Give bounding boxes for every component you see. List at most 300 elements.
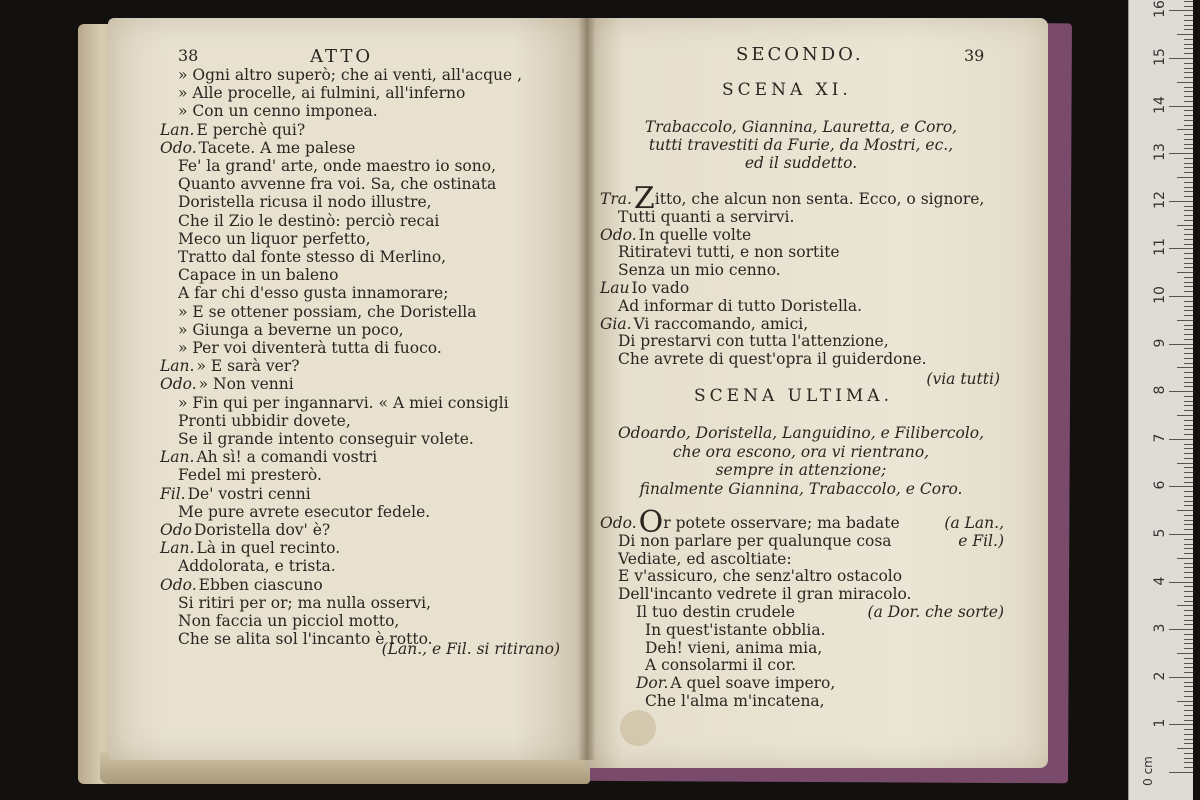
verse-line — [178, 230, 371, 248]
verse-line — [160, 448, 377, 466]
verse-text: In quelle volte — [638, 225, 752, 244]
ruler-tick — [1184, 68, 1193, 69]
ruler-tick — [1169, 534, 1193, 535]
verse-text: r potete osservare; ma badate — [663, 514, 900, 532]
verse-line — [178, 248, 446, 266]
verse-line — [600, 226, 751, 244]
ruler-tick — [1177, 415, 1193, 416]
speaker-label: Odo. — [160, 575, 197, 594]
ruler-tick — [1177, 82, 1193, 83]
ruler-tick — [1184, 539, 1193, 540]
ruler-tick — [1184, 429, 1193, 430]
paper-stain — [620, 710, 656, 746]
verse-line — [178, 321, 404, 339]
ruler-tick — [1169, 248, 1193, 249]
ruler-tick — [1184, 501, 1193, 502]
verse-line — [160, 121, 305, 139]
ruler-tick — [1169, 10, 1193, 11]
ruler-number: 9 — [1152, 338, 1168, 348]
ruler-tick — [1169, 391, 1193, 392]
verse-line — [618, 350, 927, 368]
ruler-tick — [1184, 610, 1193, 611]
verse-text: » E sarà ver? — [196, 357, 300, 376]
verse-line — [618, 585, 911, 603]
drop-cap: O — [638, 505, 664, 540]
right-running-header: SECONDO. — [736, 44, 864, 65]
ruler-tick — [1177, 748, 1193, 749]
ruler-tick — [1184, 39, 1193, 40]
ruler-tick — [1184, 29, 1193, 30]
ruler-tick — [1184, 586, 1193, 587]
verse-text: » Per voi diventerà tutta di fuoco. — [178, 339, 442, 357]
ruler-tick — [1177, 320, 1193, 321]
ruler-tick — [1184, 25, 1193, 26]
ruler-tick — [1184, 163, 1193, 164]
verse-text: A quel soave impero, — [670, 674, 836, 693]
verse-text: Doristella ricusa il nodo illustre, — [178, 193, 432, 212]
ruler-tick — [1184, 643, 1193, 644]
ruler-tick — [1184, 277, 1193, 278]
ruler-tick — [1184, 77, 1193, 78]
ruler-tick — [1184, 515, 1193, 516]
ruler-tick — [1184, 244, 1193, 245]
verse-line — [178, 503, 430, 521]
scene-ultima-title: SCENA ULTIMA. — [694, 386, 893, 406]
ruler-tick — [1184, 396, 1193, 397]
ruler-tick — [1184, 353, 1193, 354]
ruler-number: 16 — [1152, 0, 1168, 19]
ruler-tick — [1184, 334, 1193, 335]
ruler-tick — [1184, 158, 1193, 159]
ruler-tick — [1184, 348, 1193, 349]
ruler-tick — [1169, 677, 1193, 678]
ruler-tick — [1177, 463, 1193, 464]
ruler-tick — [1184, 567, 1193, 568]
verse-text: Non faccia un picciol motto, — [178, 612, 400, 630]
scene-11-title: SCENA XI. — [722, 80, 852, 100]
ruler-tick — [1184, 624, 1193, 625]
ruler-tick — [1184, 715, 1193, 716]
ruler-tick — [1184, 125, 1193, 126]
ruler-tick — [1184, 72, 1193, 73]
ruler-tick — [1177, 367, 1193, 368]
ruler-tick — [1184, 358, 1193, 359]
ruler-tick — [1184, 44, 1193, 45]
verse-line — [160, 485, 311, 503]
ruler-tick — [1184, 310, 1193, 311]
ruler-tick — [1184, 691, 1193, 692]
verse-line — [600, 279, 689, 297]
ruler-tick — [1184, 767, 1193, 768]
ruler-tick — [1177, 177, 1193, 178]
verse-line — [178, 84, 465, 102]
verse-line — [178, 193, 432, 211]
verse-line — [178, 594, 431, 612]
ruler-tick — [1184, 234, 1193, 235]
speaker-label: Lan. — [160, 539, 195, 558]
cast-line: Trabaccolo, Giannina, Lauretta, e Coro, — [644, 118, 958, 136]
ruler-tick — [1184, 648, 1193, 649]
ruler-tick — [1184, 144, 1193, 145]
verse-line — [618, 243, 840, 261]
ruler-tick — [1184, 758, 1193, 759]
ruler-tick — [1184, 524, 1193, 525]
ruler-number: 14 — [1152, 95, 1168, 114]
ruler-tick — [1184, 110, 1193, 111]
ruler-tick — [1184, 306, 1193, 307]
verse-text: Tacete. A me palese — [198, 138, 356, 157]
speaker-label: Lan. — [160, 120, 195, 139]
verse-text: » Giunga a beverne un poco, — [178, 320, 404, 339]
verse-text: » Ogni altro superò; che ai venti, all'acque , — [178, 66, 523, 84]
cast-line: finalmente Giannina, Trabaccolo, e Coro. — [639, 479, 963, 498]
ruler-tick — [1169, 629, 1193, 630]
ruler-number: 10 — [1152, 286, 1168, 304]
ruler-tick — [1184, 191, 1193, 192]
ruler-tick — [1184, 720, 1193, 721]
cast-line: che ora escono, ora vi rientrano, — [672, 442, 930, 461]
verse-text: Che l'alma m'incatena, — [645, 692, 825, 710]
verse-line — [600, 505, 900, 540]
ruler-tick — [1184, 705, 1193, 706]
ruler-tick — [1184, 267, 1193, 268]
verse-text: Di prestarvi con tutta l'attenzione, — [618, 332, 889, 351]
verse-line — [160, 521, 330, 539]
verse-text: Di non parlare per qualunque cosa — [618, 531, 892, 550]
verse-line — [178, 175, 496, 193]
ruler-number: 5 — [1152, 528, 1168, 538]
ruler-tick — [1184, 658, 1193, 659]
speaker-label: Odo. — [600, 225, 637, 244]
left-running-header: ATTO — [310, 46, 374, 67]
ruler-tick — [1184, 139, 1193, 140]
ruler-tick — [1184, 682, 1193, 683]
ruler-tick — [1169, 58, 1193, 59]
ruler-tick — [1184, 229, 1193, 230]
ruler-tick — [1184, 239, 1193, 240]
verse-text: Senza un mio cenno. — [618, 261, 781, 280]
verse-text: itto, che alcun non senta. Ecco, o signore, — [654, 190, 985, 208]
drop-cap: Z — [633, 181, 655, 216]
verse-line — [160, 357, 300, 375]
ruler-tick — [1184, 482, 1193, 483]
speaker-label: Tra. — [600, 190, 632, 208]
speaker-label: Lau — [600, 279, 630, 297]
verse-text: Me pure avrete esecutor fedele. — [178, 502, 431, 521]
verse-text: A consolarmi il cor. — [645, 656, 797, 675]
ruler-tick — [1184, 667, 1193, 668]
measuring-ruler — [1128, 0, 1193, 800]
verse-text: Ritiratevi tutti, e non sortite — [618, 243, 840, 262]
ruler-tick — [1184, 196, 1193, 197]
verse-text: Se il grande intento conseguir volete. — [178, 430, 474, 448]
ruler-tick — [1184, 215, 1193, 216]
ruler-tick — [1184, 696, 1193, 697]
verse-text: Fedel mi presterò. — [178, 466, 322, 485]
ruler-tick — [1169, 486, 1193, 487]
ruler-tick — [1184, 382, 1193, 383]
aside-direction: e Fil.) — [958, 531, 1004, 550]
verse-text: Fe' la grand' arte, onde maestro io sono, — [178, 157, 497, 175]
ruler-tick — [1177, 605, 1193, 606]
verse-line — [618, 532, 892, 550]
verse-text: » E se ottener possiam, che Doristella — [178, 302, 477, 321]
ruler-number: 1 — [1152, 718, 1168, 728]
ruler-tick — [1169, 201, 1193, 202]
ruler-tick — [1184, 505, 1193, 506]
ruler-tick — [1184, 87, 1193, 88]
ruler-number: 4 — [1152, 576, 1168, 586]
ruler-tick — [1184, 15, 1193, 16]
aside-direction: (a Dor. che sorte) — [867, 603, 1004, 621]
ruler-tick — [1184, 453, 1193, 454]
ruler-tick — [1184, 434, 1193, 435]
right-page-number: 39 — [964, 46, 985, 65]
verse-text: Là in quel recinto. — [196, 539, 341, 558]
ruler-unit: 0 cm — [1140, 756, 1155, 786]
verse-text: Io vado — [631, 279, 690, 297]
verse-text: Meco un liquor perfetto, — [178, 229, 371, 248]
verse-line — [636, 674, 835, 692]
verse-line — [160, 539, 340, 557]
ruler-tick — [1184, 20, 1193, 21]
verse-text: Quanto avvenne fra voi. Sa, che ostinata — [178, 175, 497, 194]
ruler-tick — [1184, 377, 1193, 378]
ruler-tick — [1184, 301, 1193, 302]
ruler-tick — [1184, 401, 1193, 402]
verse-line — [618, 208, 794, 226]
ruler-tick — [1184, 496, 1193, 497]
ruler-tick — [1177, 653, 1193, 654]
cast-line: sempre in attenzione; — [715, 461, 887, 479]
verse-text: Che il Zio le destinò: perciò recai — [178, 211, 440, 230]
ruler-number: 6 — [1152, 480, 1168, 490]
verse-text: Capace in un baleno — [178, 266, 339, 285]
verse-text: » Con un cenno imponea. — [178, 102, 378, 121]
verse-line — [636, 603, 795, 621]
ruler-tick — [1184, 206, 1193, 207]
ruler-tick — [1184, 615, 1193, 616]
ruler-tick — [1184, 101, 1193, 102]
ruler-number: 7 — [1152, 433, 1168, 443]
ruler-tick — [1184, 639, 1193, 640]
verse-line — [618, 550, 792, 568]
verse-line — [178, 266, 338, 284]
ruler-tick — [1184, 6, 1193, 7]
ruler-tick — [1184, 420, 1193, 421]
ruler-number: 8 — [1152, 385, 1168, 395]
ruler-tick — [1184, 187, 1193, 188]
ruler-tick — [1184, 710, 1193, 711]
cast-line: tutti travestiti da Furie, da Mostri, ec., — [648, 136, 954, 154]
verse-text: In quest'istante obblia. — [645, 620, 826, 639]
ruler-tick — [1184, 258, 1193, 259]
ruler-tick — [1184, 263, 1193, 264]
verse-line — [178, 430, 474, 448]
ruler-tick — [1184, 634, 1193, 635]
ruler-tick — [1184, 548, 1193, 549]
verse-line — [178, 339, 442, 357]
left-page — [108, 18, 586, 760]
verse-line — [178, 303, 476, 321]
scene-11-direction: (via tutti) — [926, 370, 1000, 388]
ruler-tick — [1184, 372, 1193, 373]
ruler-tick — [1184, 672, 1193, 673]
verse-text: Addolorata, e trista. — [178, 557, 336, 576]
verse-line — [645, 656, 796, 674]
ruler-tick — [1184, 115, 1193, 116]
ruler-tick — [1184, 134, 1193, 135]
verse-line — [645, 639, 822, 657]
verse-text: Ebben ciascuno — [198, 575, 323, 594]
ruler-tick — [1184, 596, 1193, 597]
ruler-tick — [1177, 225, 1193, 226]
ruler-tick — [1169, 153, 1193, 154]
verse-text: De' vostri cenni — [187, 484, 311, 503]
ruler-tick — [1169, 439, 1193, 440]
ruler-tick — [1169, 582, 1193, 583]
ruler-tick — [1184, 601, 1193, 602]
ruler-tick — [1184, 686, 1193, 687]
verse-line — [178, 157, 496, 175]
ruler-tick — [1184, 739, 1193, 740]
ruler-tick — [1184, 591, 1193, 592]
cast-line: ed il suddetto. — [744, 154, 858, 172]
ruler-tick — [1184, 91, 1193, 92]
ruler-tick — [1177, 34, 1193, 35]
verse-text: Tutti quanti a servirvi. — [618, 207, 795, 226]
ruler-number: 13 — [1152, 143, 1168, 162]
ruler-tick — [1184, 1, 1193, 2]
verse-text: E perchè qui? — [196, 120, 306, 139]
verse-line — [600, 315, 808, 333]
ruler-tick — [1184, 291, 1193, 292]
ruler-tick — [1184, 620, 1193, 621]
ruler-tick — [1184, 53, 1193, 54]
ruler-tick — [1184, 386, 1193, 387]
ruler-tick — [1184, 520, 1193, 521]
verse-line — [600, 181, 985, 216]
speaker-label: Odo. — [600, 514, 637, 532]
verse-text: A far chi d'esso gusta innamorare; — [178, 284, 449, 303]
verse-line — [178, 557, 336, 575]
verse-line — [178, 612, 399, 630]
ruler-tick — [1184, 63, 1193, 64]
verse-line — [645, 621, 826, 639]
ruler-tick — [1184, 410, 1193, 411]
speaker-label: Lan. — [160, 357, 195, 376]
verse-text: Si ritiri per or; ma nulla osservi, — [178, 593, 432, 612]
verse-line — [160, 576, 323, 594]
ruler-tick — [1184, 253, 1193, 254]
ruler-tick — [1184, 753, 1193, 754]
ruler-tick — [1184, 329, 1193, 330]
ruler-tick — [1177, 558, 1193, 559]
verse-text: Pronti ubbidir dovete, — [178, 411, 351, 430]
ruler-tick — [1184, 405, 1193, 406]
ruler-tick — [1177, 129, 1193, 130]
verse-text: » Non venni — [198, 375, 294, 394]
speaker-label: Odo. — [160, 375, 197, 394]
verse-line — [178, 212, 439, 230]
ruler-tick — [1184, 339, 1193, 340]
ruler-tick — [1184, 529, 1193, 530]
ruler-tick — [1169, 106, 1193, 107]
ruler-tick — [1184, 553, 1193, 554]
left-stage-direction: (Lan., e Fil. si ritirano) — [381, 640, 560, 658]
verse-line — [618, 332, 889, 350]
ruler-tick — [1184, 172, 1193, 173]
ruler-number: 15 — [1152, 48, 1168, 66]
ruler-number: 2 — [1152, 671, 1168, 681]
ruler-tick — [1184, 167, 1193, 168]
verse-text: Ah sì! a comandi vostri — [196, 448, 378, 467]
verse-line — [178, 284, 448, 302]
ruler-tick — [1184, 491, 1193, 492]
verse-line — [178, 394, 509, 412]
verse-text: » Alle procelle, ai fulmini, all'inferno — [178, 84, 466, 103]
ruler-tick — [1169, 724, 1193, 725]
verse-line — [160, 375, 294, 393]
verse-text: Ad informar di tutto Doristella. — [618, 296, 863, 315]
ruler-tick — [1184, 477, 1193, 478]
speaker-label: Fil. — [160, 484, 186, 503]
cast-line: Odoardo, Doristella, Languidino, e Filibercolo, — [617, 424, 985, 442]
verse-text: Che avrete di quest'opra il guiderdone. — [618, 350, 927, 369]
verse-text: Tratto dal fonte stesso di Merlino, — [178, 248, 447, 266]
ruler-tick — [1184, 572, 1193, 573]
speaker-label: Odo — [160, 521, 192, 539]
ruler-tick — [1169, 344, 1193, 345]
verse-line — [178, 466, 322, 484]
verse-text: Vi raccomando, amici, — [633, 314, 809, 333]
ruler-tick — [1177, 272, 1193, 273]
ruler-tick — [1184, 762, 1193, 763]
ruler-tick — [1184, 577, 1193, 578]
ruler-tick — [1184, 458, 1193, 459]
ruler-tick — [1184, 729, 1193, 730]
ruler-tick — [1177, 701, 1193, 702]
speaker-label: Lan. — [160, 448, 195, 467]
verse-line — [178, 412, 351, 430]
ruler-tick — [1184, 182, 1193, 183]
ruler-tick — [1184, 315, 1193, 316]
speaker-label: Dor. — [636, 674, 669, 693]
verse-text: Deh! vieni, anima mia, — [645, 638, 823, 657]
verse-line — [618, 297, 862, 315]
verse-line — [160, 139, 355, 157]
ruler-tick — [1184, 96, 1193, 97]
verse-text: Dell'incanto vedrete il gran miracolo. — [618, 585, 912, 604]
ruler-tick — [1184, 220, 1193, 221]
verse-line — [618, 567, 902, 585]
ruler-tick — [1184, 663, 1193, 664]
ruler-tick — [1184, 120, 1193, 121]
ruler-tick — [1184, 734, 1193, 735]
ruler-tick — [1184, 325, 1193, 326]
verse-text: » Fin qui per ingannarvi. « A miei consigli — [178, 393, 509, 412]
ruler-tick — [1184, 425, 1193, 426]
ruler-tick — [1184, 282, 1193, 283]
ruler-tick — [1184, 472, 1193, 473]
speaker-label: Gia. — [600, 314, 632, 333]
verse-line — [178, 66, 522, 84]
ruler-number: 11 — [1152, 238, 1168, 257]
ruler-tick — [1184, 286, 1193, 287]
ruler-number: 3 — [1152, 623, 1168, 633]
ruler-tick — [1184, 743, 1193, 744]
ruler-number: 12 — [1152, 190, 1168, 209]
